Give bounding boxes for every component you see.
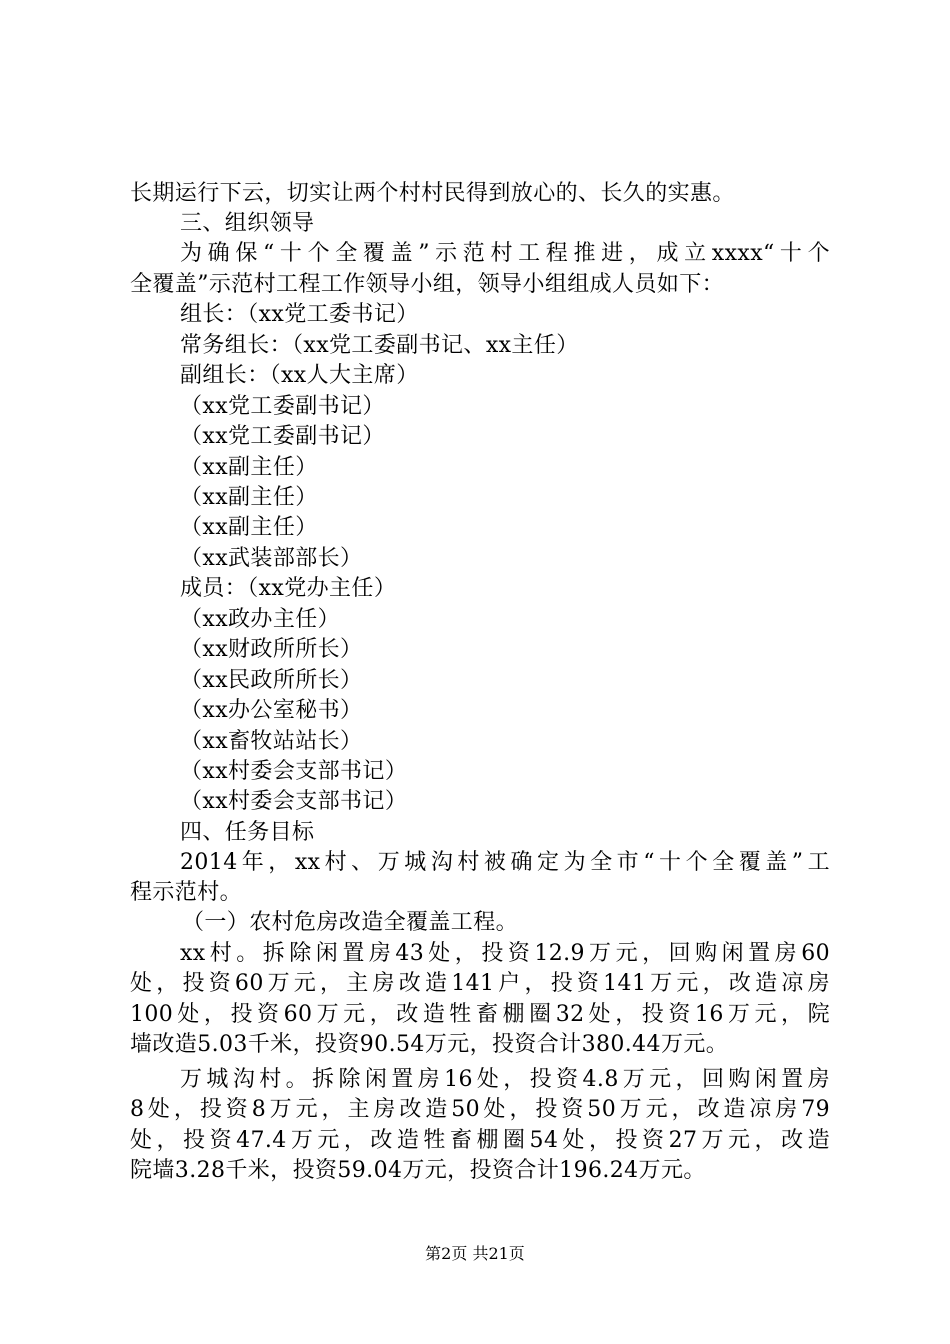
paragraph-line: 万城沟村。拆除闲置房16处，投资4.8万元，回购闲置房: [180, 1067, 830, 1092]
list-item: （xx办公室秘书）: [180, 698, 363, 723]
paragraph-line: 2014年，xx村、万城沟村被确定为全市“十个全覆盖”工: [180, 850, 830, 875]
list-item: （xx畜牧站站长）: [180, 729, 363, 754]
paragraph-line: 长期运行下云，切实让两个村村民得到放心的、长久的实惠。: [130, 181, 735, 206]
paragraph-line: 处，投资47.4万元，改造牲畜棚圈54处，投资27万元，改造: [130, 1128, 830, 1153]
paragraph-line: 处，投资60万元，主房改造141户，投资141万元，改造凉房: [130, 971, 830, 996]
list-item: （xx村委会支部书记）: [180, 759, 408, 784]
list-item: 副组长：（xx人大主席）: [180, 363, 419, 388]
paragraph-line: 8处，投资8万元，主房改造50处，投资50万元，改造凉房79: [130, 1097, 830, 1122]
list-item: 常务组长：（xx党工委副书记、xx主任）: [180, 333, 579, 358]
list-item: （xx财政所所长）: [180, 637, 363, 662]
paragraph-line: 程示范村。: [130, 880, 243, 905]
list-item: （xx党工委副书记）: [180, 394, 385, 419]
section-heading: 四、任务目标: [180, 820, 315, 845]
list-item: 组长：（xx党工委书记）: [180, 302, 419, 327]
subsection-heading: （一）农村危房改造全覆盖工程。: [182, 910, 519, 935]
list-item: （xx村委会支部书记）: [180, 789, 408, 814]
list-item: （xx副主任）: [180, 485, 318, 510]
section-heading: 三、组织领导: [180, 211, 315, 236]
paragraph-line: 墙改造5.03千米，投资90.54万元，投资合计380.44万元。: [130, 1032, 729, 1057]
paragraph-line: 为确保“十个全覆盖”示范村工程推进，成立xxxx“十个: [180, 241, 830, 266]
paragraph-line: 院墙3.28千米，投资59.04万元，投资合计196.24万元。: [130, 1158, 706, 1183]
paragraph-line: 100处，投资60万元，改造牲畜棚圈32处，投资16万元，院: [130, 1002, 830, 1027]
list-item: （xx民政所所长）: [180, 668, 363, 693]
list-item: （xx副主任）: [180, 455, 318, 480]
list-item: （xx武装部部长）: [180, 546, 363, 571]
list-item: 成员：（xx党办主任）: [180, 576, 397, 601]
paragraph-line: 全覆盖”示范村工程工作领导小组，领导小组组成人员如下：: [130, 272, 725, 297]
list-item: （xx副主任）: [180, 515, 318, 540]
paragraph-line: xx村。拆除闲置房43处，投资12.9万元，回购闲置房60: [180, 941, 830, 966]
list-item: （xx政办主任）: [180, 607, 341, 632]
page-footer: 第2页 共21页: [425, 1244, 525, 1263]
list-item: （xx党工委副书记）: [180, 424, 385, 449]
